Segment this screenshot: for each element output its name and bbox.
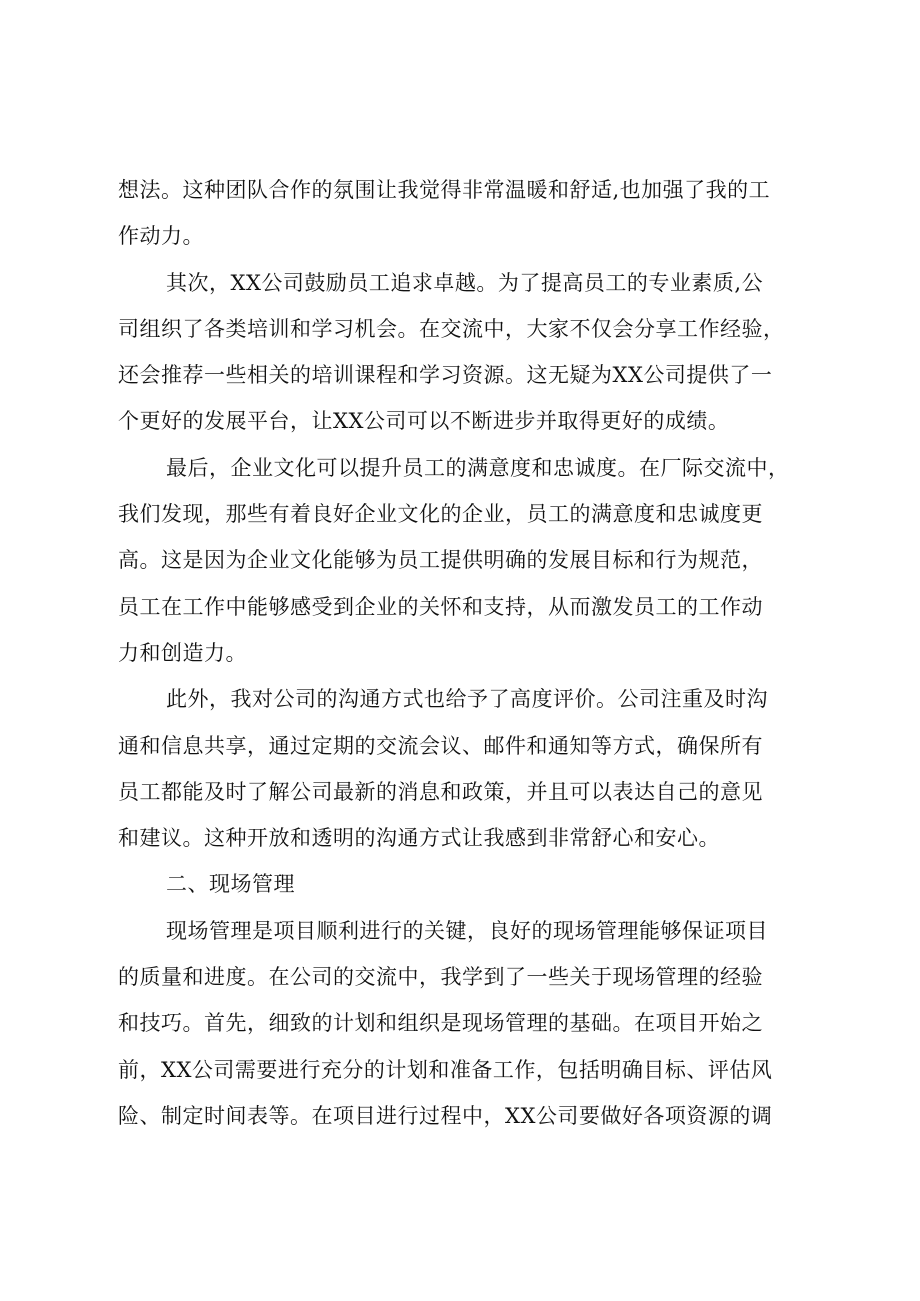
section-heading: 二、现场管理 [166, 872, 295, 897]
text-line: 和技巧。首先，细致的计划和组织是现场管理的基础。在项目开始之 [118, 1011, 763, 1036]
text-line: 员工都能及时了解公司最新的消息和政策，并且可以表达自己的意见 [118, 779, 763, 804]
text-line: 的质量和进度。在公司的交流中，我学到了一些关于现场管理的经验 [118, 965, 763, 990]
text-line: 力和创造力。 [118, 640, 247, 665]
text-line: 最后，企业文化可以提升员工的满意度和忠诚度。在厂际交流中， [166, 455, 790, 480]
text-line: 想法。这种团队合作的氛围让我觉得非常温暖和舒适,也加强了我的工 [118, 178, 771, 202]
body-text [118, 167, 838, 1139]
text-line: 和建议。这种开放和透明的沟通方式让我感到非常舒心和安心。 [118, 826, 720, 851]
text-line: 其次，XX公司鼓励员工追求卓越。为了提高员工的专业素质,公 [166, 270, 764, 295]
text-line: 前，XX公司需要进行充分的计划和准备工作，包括明确目标、评估风 [118, 1057, 773, 1082]
text-line: 司组织了各类培训和学习机会。在交流中，大家不仅会分享工作经验， [118, 316, 785, 341]
text-line: 此外，我对公司的沟通方式也给予了高度评价。公司注重及时沟 [166, 687, 768, 712]
text-line: 险、制定时间表等。在项目进行过程中，XX公司要做好各项资源的调 [118, 1103, 773, 1128]
text-line: 员工在工作中能够感受到企业的关怀和支持，从而激发员工的工作动 [118, 594, 763, 619]
text-line: 个更好的发展平台，让XX公司可以不断进步并取得更好的成绩。 [118, 409, 730, 434]
text-line: 高。这是因为企业文化能够为员工提供明确的发展目标和行为规范， [118, 548, 763, 573]
text-line: 现场管理是项目顺利进行的关键，良好的现场管理能够保证项目 [166, 918, 768, 943]
text-line: 我们发现，那些有着良好企业文化的企业，员工的满意度和忠诚度更 [118, 502, 763, 527]
text-line: 作动力。 [118, 224, 204, 249]
text-line: 还会推荐一些相关的培训课程和学习资源。这无疑为XX公司提供了一 [118, 363, 773, 388]
text-line: 通和信息共享，通过定期的交流会议、邮件和通知等方式，确保所有 [118, 733, 763, 758]
